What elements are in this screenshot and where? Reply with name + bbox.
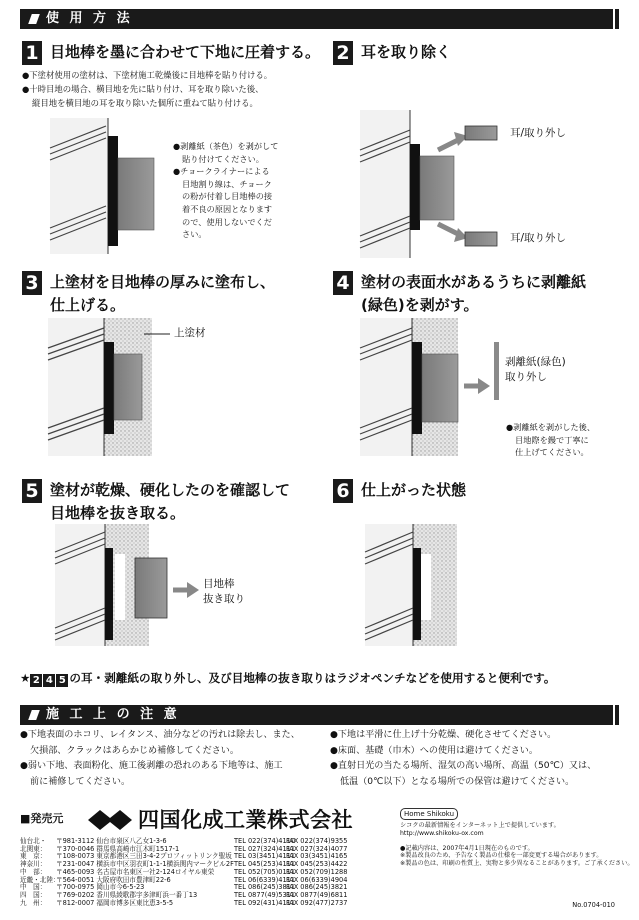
step-4-number: 4 bbox=[333, 271, 353, 295]
office-row: 中 国： 〒700-0975 岡山市今6-5-23 TEL 086(245)3811FAX 086(245)3821 bbox=[20, 883, 348, 892]
seller-label: ■発売元 bbox=[20, 812, 64, 825]
step-5-label-line-1: 目地棒 bbox=[203, 578, 235, 590]
step-2-label-bottom: 耳/取り外し bbox=[510, 232, 567, 244]
step-1-bullet-2: ●十時目地の場合、横目地を先に貼り付け、耳を取り除いた後、 bbox=[22, 84, 264, 94]
step-1-bullet-3: 縦目地を横目地の耳を取り除いた個所に重ねて貼り付ける。 bbox=[32, 98, 258, 108]
office-row: 九 州： 〒812-0007 福岡市博多区東比恵3-5-5 TEL 092(431)4111FAX 092(477)2737 bbox=[20, 898, 348, 907]
step-2-title: 耳を取り除く bbox=[361, 43, 452, 61]
document-number: No.0704-010 bbox=[572, 901, 615, 909]
step-1-number: 1 bbox=[22, 41, 42, 65]
office-row: 近畿・北陸：〒564-0051 大阪府吹田市豊津町22-6 TEL 06(6339)4111FAX 06(6339)4904 bbox=[20, 875, 348, 884]
home-shikoku-badge: Home Shikoku bbox=[400, 808, 458, 820]
step-1-illustration bbox=[50, 118, 170, 254]
step-1-title: 目地棒を墨に合わせて下地に圧着する。 bbox=[50, 43, 321, 61]
tip-line: ★ 2 4 5 の耳・剥離紙の取り外し、及び目地棒の抜き取りはラジオペンチなどを使用すると便利です。 bbox=[20, 671, 556, 686]
office-row: 四 国： 〒769-0202 香川県綾歌郡宇多津町浜一番丁13 TEL 0877(49)5311FAX 0877(49)6811 bbox=[20, 890, 348, 899]
step-4-title-line-1: 塗材の表面水があるうちに剥離紙 bbox=[361, 273, 587, 291]
office-row: 北関東： 〒370-0046 群馬県高崎市江木町1517-1 TEL 027(324)4111FAX 027(324)4077 bbox=[20, 844, 348, 853]
step-2-number: 2 bbox=[333, 41, 353, 65]
office-row: 東 京： 〒108-0073 東京都港区三田3-4-2プロフィットリンク聖坂 TEL 03(3451)4111FAX 03(3451)4165 bbox=[20, 852, 348, 861]
step-1-note: ●剥離紙（茶色）を剥がして 貼り付けてください。 ●チョークライナーによる 目地割り線は、チョーク の粉が付着し目地棒の接 着不良の原因となります ので、使用しないでくだ さい。 bbox=[173, 141, 279, 240]
step-4-title-line-2: (緑色)を剥がす。 bbox=[361, 296, 479, 314]
step-5-illustration bbox=[55, 524, 205, 649]
step-4-illustration bbox=[360, 318, 510, 458]
usage-header-text: 使 用 方 法 bbox=[46, 11, 133, 26]
company-logo-icon bbox=[86, 808, 134, 832]
company-name: 四国化成工業株式会社 bbox=[138, 808, 353, 832]
step-2-illustration bbox=[360, 110, 510, 260]
step-3-label: 上塗材 bbox=[174, 327, 206, 339]
step-4-label-line-1: 剥離紙(緑色) bbox=[505, 356, 566, 368]
caution-header bbox=[20, 705, 619, 725]
office-row: 中 部： 〒465-0093 名古屋市名東区一社2-124ロイヤル東栄 TEL 052(705)0111FAX 052(709)1288 bbox=[20, 867, 348, 876]
website-url[interactable]: http://www.shikoku-ox.com bbox=[400, 830, 484, 837]
step-6-number: 6 bbox=[333, 479, 353, 503]
office-list bbox=[20, 838, 347, 907]
footer-notes: ●記載内容は、2007年4月1日現在のものです。 ※製品改良のため、予告なく製品の仕様を一部変更する場合があります。 ※製品の色は、印刷の性質上、実物と多少異なることがあります。ご了承ください。 bbox=[400, 845, 634, 867]
web-note: シコクの最新情報をインターネット上で提供しています。 bbox=[400, 822, 560, 829]
step-3-illustration bbox=[48, 318, 178, 458]
step-3-title-line-1: 上塗材を目地棒の厚みに塗布し、 bbox=[50, 273, 276, 291]
step-5-label-line-2: 抜き取り bbox=[203, 593, 245, 605]
usage-header bbox=[20, 9, 619, 29]
step-5-number: 5 bbox=[22, 479, 42, 503]
step-5-title-line-1: 塗材が乾燥、硬化したのを確認して bbox=[50, 481, 291, 499]
caution-header-text: 施 工 上 の 注 意 bbox=[46, 707, 180, 722]
step-4-label-line-2: 取り外し bbox=[505, 371, 547, 383]
caution-right: ●下地は平滑に仕上げ十分乾燥、硬化させてください。 ●床面、基礎（巾木）への使用は避けてください。 ●直射日光の当たる場所、湿気の高い場所、高温（50℃）又は、 低温（0℃以下）となる場所での保管は避けてください。 bbox=[330, 730, 597, 787]
step-6-title: 仕上がった状態 bbox=[361, 481, 467, 499]
step-2-label-top: 耳/取り外し bbox=[510, 127, 567, 139]
step-5-title-line-2: 目地棒を抜き取る。 bbox=[50, 504, 186, 522]
office-row: 仙台北・ 〒981-3112 仙台市泉区八乙女1-3-6 TEL 022(374)4110FAX 022(374)9355 bbox=[20, 837, 348, 845]
step-4-note: ●剥離紙を剥がした後、 目地際を鏝で丁寧に 仕上げてください。 bbox=[506, 422, 596, 458]
step-1-bullet-1: ●下塗材使用の塗材は、下塗材施工乾燥後に目地棒を貼り付ける。 bbox=[22, 70, 273, 80]
office-row: 神奈川： 〒231-0047 横浜市中区羽衣町1-1-1横浜関内マークビル2FTEL 045(253)4111FAX 045(253)4422 bbox=[20, 860, 348, 869]
step-3-title-line-2: 仕上げる。 bbox=[50, 296, 126, 314]
step-6-illustration bbox=[365, 524, 465, 649]
step-3-number: 3 bbox=[22, 271, 42, 295]
caution-left: ●下地表面のホコリ、レイタンス、油分などの汚れは除去し、また、 欠損部、クラックはあらかじめ補修してください。 ●弱い下地、表面粉化、施工後剥離の恐れのある下地等は、施工 前に補修してください。 bbox=[20, 730, 300, 787]
